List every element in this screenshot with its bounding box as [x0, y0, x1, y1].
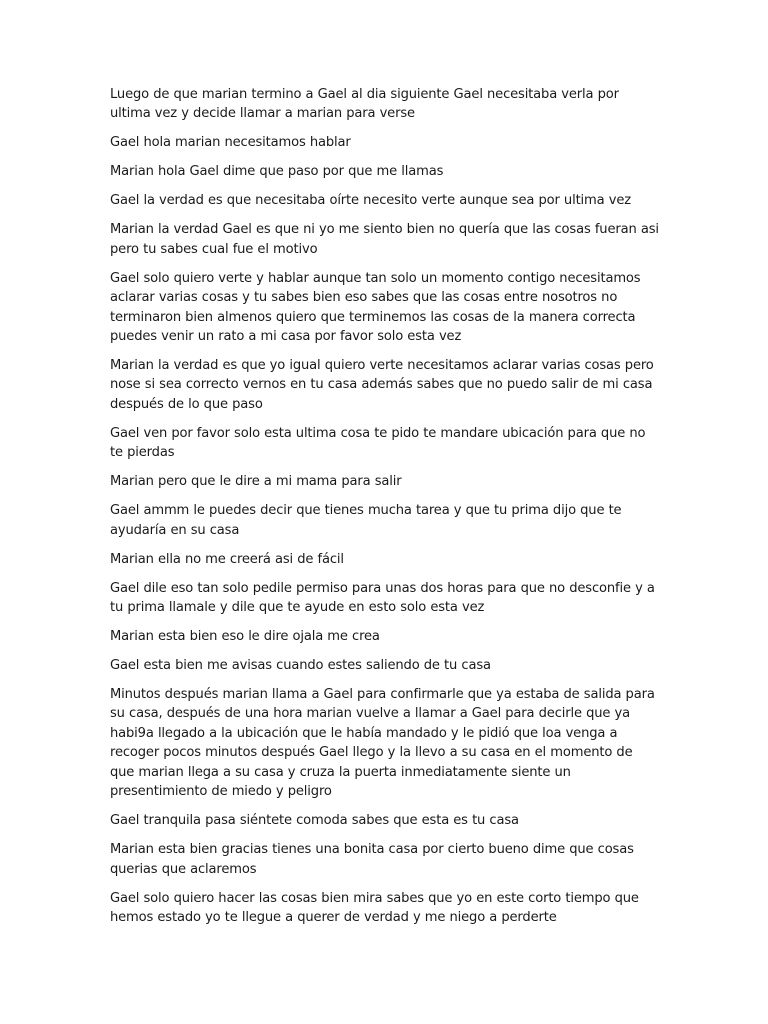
- paragraph: Marian ella no me creerá asi de fácil: [110, 551, 344, 567]
- paragraph: Gael ammm le puedes decir que tienes mucha tarea y que tu prima dijo que te ayudaría en su casa: [110, 503, 622, 538]
- paragraph: Minutos después marian llama a Gael para confirmarle que ya estaba de salida para su casa, después de una hora marian vuelve a llamar a Gael para decirle que ya habi9a llegado a la ubicación que le había mandado y le pidió que loa venga a recoger pocos minutos después Gael llego y la llevo a su casa en el momento de que marian llega a su casa y cruza la puerta inmediatamente siente un presentimiento de miedo y peligro: [110, 687, 655, 800]
- paragraph: Marian hola Gael dime que paso por que me llamas: [110, 164, 444, 180]
- paragraph: Marian la verdad es que yo igual quiero verte necesitamos aclarar varias cosas pero nose si sea correcto vernos en tu casa además sabes que no puedo salir de mi casa después de lo que paso: [110, 358, 654, 412]
- paragraph: Gael la verdad es que necesitaba oírte necesito verte aunque sea por ultima vez: [110, 193, 631, 209]
- paragraph: Gael dile eso tan solo pedile permiso para unas dos horas para que no desconfie y a tu prima llamale y dile que te ayude en esto solo esta vez: [110, 580, 655, 616]
- paragraph: Marian esta bien eso le dire ojala me crea: [110, 629, 380, 645]
- paragraph: Marian pero que le dire a mi mama para salir: [110, 474, 402, 490]
- paragraph: Luego de que marian termino a Gael al dia siguiente Gael necesitaba verla por ultima vez y decide llamar a marian para verse: [110, 87, 619, 122]
- paragraph: Gael solo quiero hacer las cosas bien mira sabes que yo en este corto tiempo que hemos estado yo te llegue a querer de verdad y me niego a perderte: [110, 890, 639, 925]
- document-page: [110, 85, 660, 937]
- paragraph: Marian esta bien gracias tienes una bonita casa por cierto bueno dime que cosas querias que aclaremos: [110, 842, 634, 877]
- paragraph: Gael solo quiero verte y hablar aunque tan solo un momento contigo necesitamos aclarar varias cosas y tu sabes bien eso sabes que las cosas entre nosotros no terminaron bien almenos quiero que terminemos las cosas de la manera correcta puedes venir un rato a mi casa por favor solo esta vez: [110, 270, 641, 345]
- paragraph: Gael hola marian necesitamos hablar: [110, 135, 351, 151]
- paragraph: Gael esta bien me avisas cuando estes saliendo de tu casa: [110, 658, 491, 674]
- paragraph: Marian la verdad Gael es que ni yo me siento bien no quería que las cosas fueran asi pero tu sabes cual fue el motivo: [110, 222, 659, 257]
- paragraph: Gael ven por favor solo esta ultima cosa te pido te mandare ubicación para que no te pierdas: [110, 425, 646, 461]
- paragraph: Gael tranquila pasa siéntete comoda sabes que esta es tu casa: [110, 813, 519, 829]
